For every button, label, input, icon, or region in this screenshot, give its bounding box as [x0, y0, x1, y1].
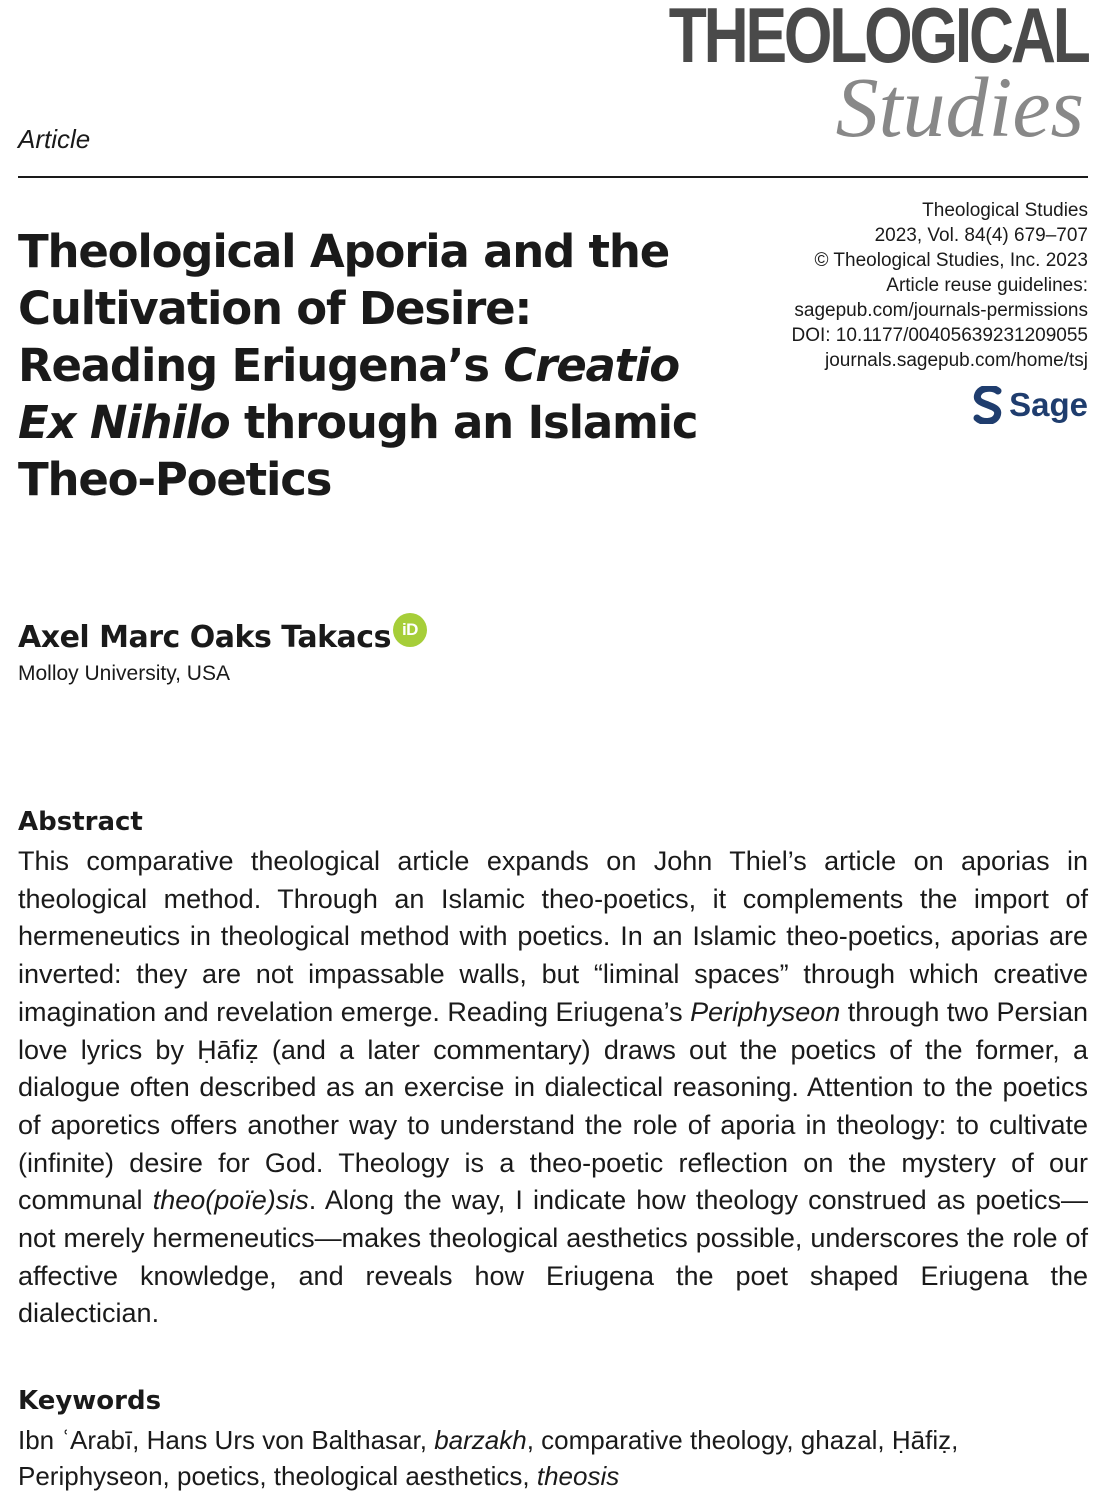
keywords-part-2: , comparative theology, ghazal, Ḥāfiẓ, Periphyseon, poetics, theological aesthetics, [18, 1425, 959, 1491]
abstract-part-1: This comparative theological article expands on John Thiel’s article on aporias in theological method. Through an Islamic theo-poetics, it complements the import of hermeneutics in theological method with poetics. In an Islamic theo-poetics, aporias are inverted: they are not impassable walls, but “liminal spaces” through which creative imagination and revelation emerge. Reading Eriugena’s [18, 846, 1088, 1027]
sage-logo [973, 386, 1088, 424]
meta-journal-link[interactable]: journals.sagepub.com/home/tsj [825, 350, 1088, 371]
author-name-line [18, 620, 427, 655]
journal-logo-top: THEOLOGICAL [669, 0, 1088, 79]
keywords-italic-2: theosis [536, 1461, 620, 1491]
meta-reuse-link[interactable]: sagepub.com/journals-permissions [794, 300, 1088, 321]
title-italic-2: Ex Nihilo [18, 396, 230, 449]
sage-wordmark: Sage [1009, 386, 1088, 423]
abstract-italic-2: theo(poïe)sis [152, 1185, 309, 1216]
meta-doi[interactable]: DOI: 10.1177/00405639231209055 [791, 325, 1088, 346]
title-line-4: through an Islamic [229, 396, 698, 449]
keywords-part-1: Ibn ʿArabī, Hans Urs von Balthasar, [18, 1425, 435, 1455]
publication-metadata [791, 198, 1088, 373]
sage-s-icon [973, 386, 1003, 424]
article-title [18, 223, 708, 508]
title-italic-1: Creatio [503, 339, 679, 392]
meta-copyright: © Theological Studies, Inc. 2023 [814, 250, 1088, 271]
author-affiliation: Molloy University, USA [18, 662, 230, 685]
author-name: Axel Marc Oaks Takacs [18, 620, 391, 655]
abstract-heading: Abstract [18, 807, 143, 837]
title-line-2: Cultivation of Desire: [18, 282, 532, 335]
article-type-label: Article [18, 124, 91, 154]
journal-logo-bottom: Studies [835, 59, 1084, 155]
meta-journal-name: Theological Studies [922, 200, 1088, 221]
title-line-1: Theological Aporia and the [18, 225, 670, 278]
abstract-text [18, 843, 1088, 1333]
title-line-3: Reading Eriugena’s [18, 339, 504, 392]
keywords-text [18, 1422, 1088, 1494]
meta-volume: 2023, Vol. 84(4) 679–707 [874, 225, 1088, 246]
meta-reuse-label: Article reuse guidelines: [886, 275, 1088, 296]
abstract-part-3: . Along the way, I indicate how theology construed as poetics—not merely hermeneutics—makes theological aesthetics possible, underscores the role of affective knowledge, and reveals how Eriugena the poet shaped Eriugena the dialectician. [18, 1185, 1089, 1329]
orcid-icon[interactable]: iD [393, 613, 427, 647]
abstract-part-2: through two Persian love lyrics by Ḥāfiẓ (and a later commentary) draws out the poetics of the former, a dialogue often described as an exercise in dialectical reasoning. Attention to the poetics of aporetics offers another way to understand the role of aporia in theology: to cultivate (infinite) desire for God. Theology is a theo-poetic reflection on the mystery of our communal [18, 996, 1088, 1216]
header-divider [18, 176, 1088, 178]
title-line-5: Theo-Poetics [18, 453, 332, 506]
journal-logo [564, 0, 1088, 155]
keywords-heading: Keywords [18, 1386, 162, 1416]
keywords-italic-1: barzakh [434, 1425, 527, 1455]
abstract-italic-1: Periphyseon [690, 996, 841, 1027]
